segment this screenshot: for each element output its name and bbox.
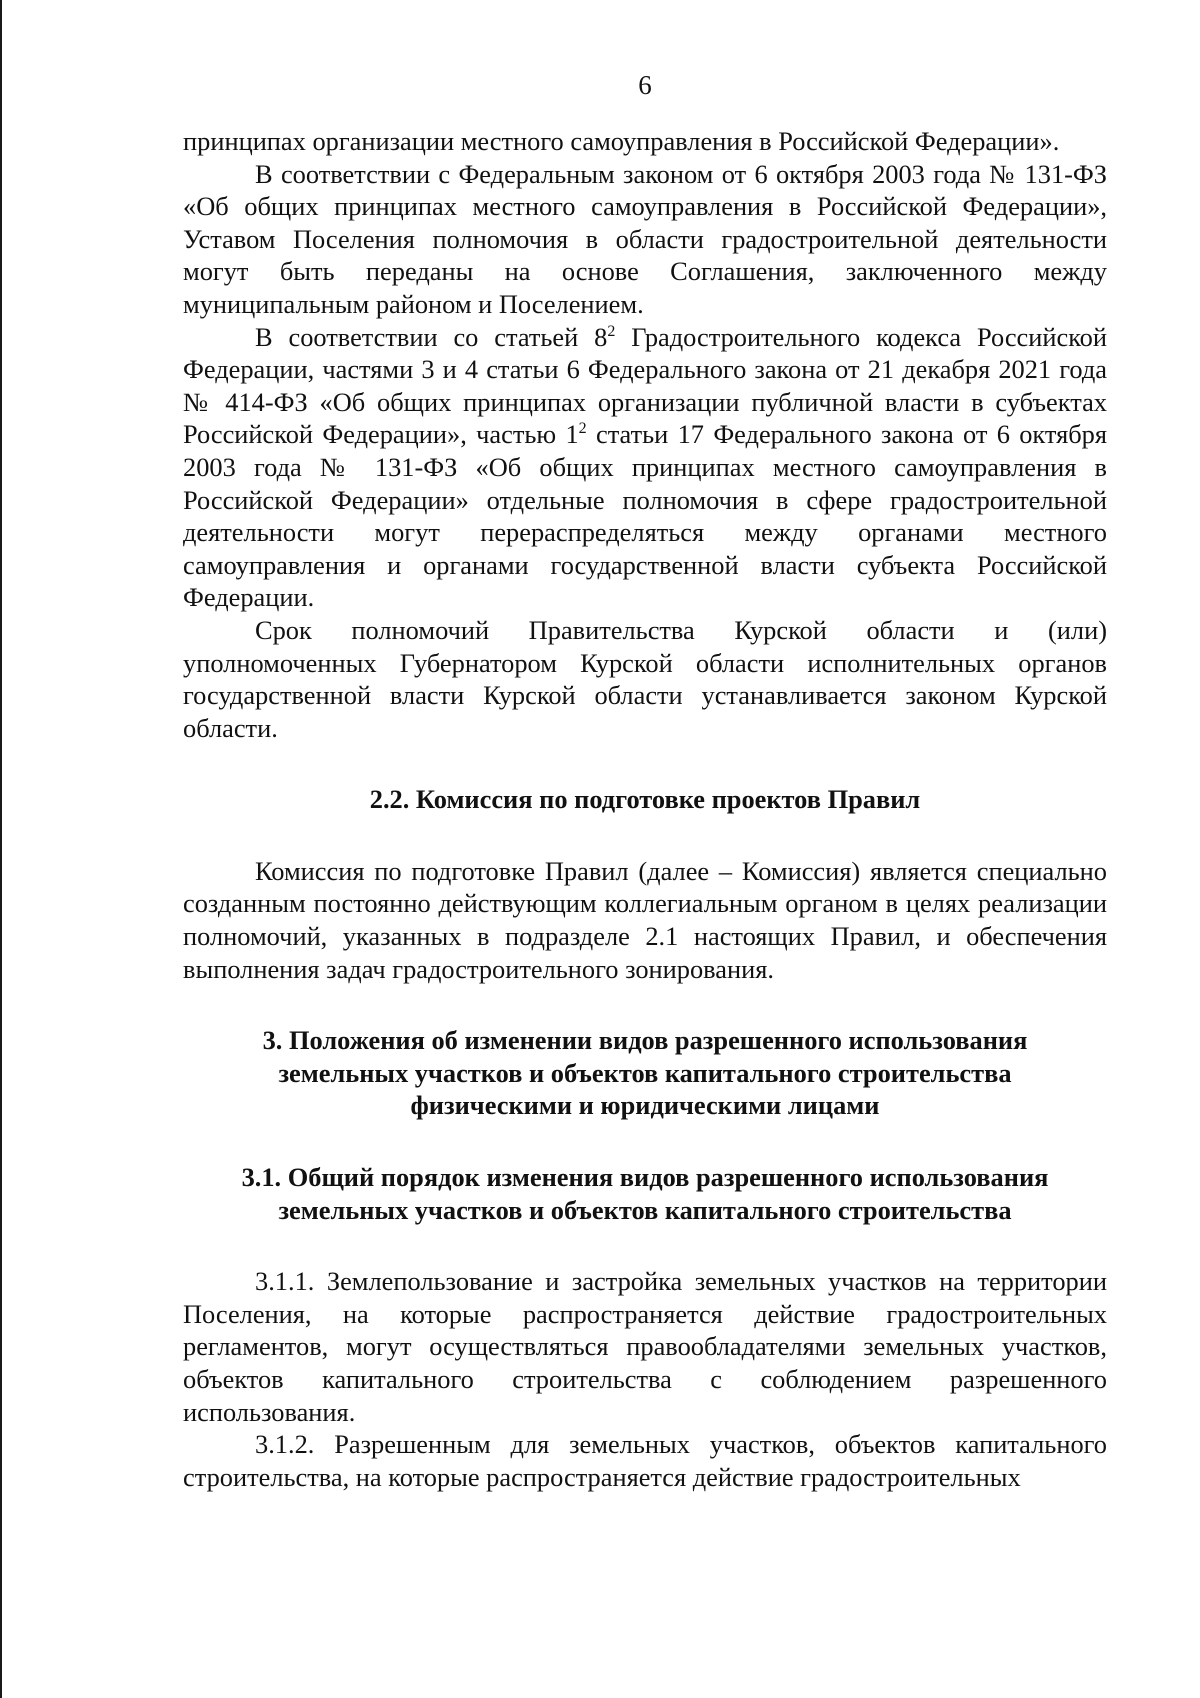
heading-line: 3. Положения об изменении видов разрешенного использования bbox=[262, 1025, 1028, 1056]
heading-line: 3.1. Общий порядок изменения видов разрешенного использования bbox=[241, 1162, 1049, 1193]
heading-line: физическими и юридическими лицами bbox=[410, 1090, 880, 1121]
document-body bbox=[183, 125, 1107, 1493]
heading-2-2: 2.2. Комиссия по подготовке проектов Правил bbox=[369, 784, 921, 815]
paragraph-3-1-2: 3.1.2. Разрешенным для земельных участков, объектов капитального строительства, на которые распространяется действие градостроительных bbox=[183, 1429, 1107, 1492]
page-number: 6 bbox=[638, 70, 652, 100]
paragraph-text: Градостроительного кодекса Российской Федерации, частями 3 и 4 статьи 6 Федерального закона от 21 декабря 2021 года № 414-ФЗ «Об общих принципах организации публичной власти в субъектах Российской Федерации», частью 1 bbox=[183, 321, 1107, 450]
paragraph-text: статьи 17 Федерального закона от 6 октября 2003 года № 131-ФЗ «Об общих принципах местного самоуправления в Российской Федерации» отдельные полномочия в сфере градостроительной деятельности могут перераспределяться между органами местного самоуправления и органами государственной власти субъекта Российской Федерации. bbox=[183, 419, 1107, 613]
paragraph-transfer-powers: В соответствии с Федеральным законом от 6 октября 2003 года № 131-ФЗ «Об общих принципах местного самоуправления в Российской Федерации», Уставом Поселения полномочия в области градостроительной деятельности могут быть переданы на основе Соглашения, заключенного между муниципальным районом и Поселением. bbox=[183, 158, 1107, 319]
paragraph-text: В соответствии со статьей 8 bbox=[255, 321, 608, 352]
scan-edge-line bbox=[0, 0, 2, 1698]
paragraph-term-of-powers: Срок полномочий Правительства Курской области и (или) уполномоченных Губернатором Курской области исполнительных органов государственной власти Курской области устанавливается законом Курской области. bbox=[183, 614, 1107, 743]
heading-3 bbox=[183, 1024, 1107, 1122]
superscript: 2 bbox=[578, 420, 587, 438]
paragraph-commission: Комиссия по подготовке Правил (далее – Комиссия) является специально созданным постоянно действующим коллегиальным органом в целях реализации полномочий, указанных в подразделе 2.1 настоящих Правил, и обеспечения выполнения задач градостроительного зонирования. bbox=[183, 855, 1107, 984]
paragraph-3-1-1: 3.1.1. Землепользование и застройка земельных участков на территории Поселения, на которые распространяется действие градостроительных регламентов, могут осуществляться правообладателями земельных участков, объектов капитального строительства с соблюдением разрешенного использования. bbox=[183, 1266, 1107, 1427]
heading-3-1 bbox=[183, 1161, 1107, 1226]
heading-line: земельных участков и объектов капитального строительства bbox=[278, 1057, 1012, 1088]
heading-line: земельных участков и объектов капитального строительства bbox=[278, 1194, 1012, 1225]
superscript: 2 bbox=[607, 322, 616, 340]
paragraph-continuation: принципах организации местного самоуправления в Российской Федерации». bbox=[183, 126, 1060, 156]
paragraph-redistribution bbox=[183, 321, 1107, 614]
